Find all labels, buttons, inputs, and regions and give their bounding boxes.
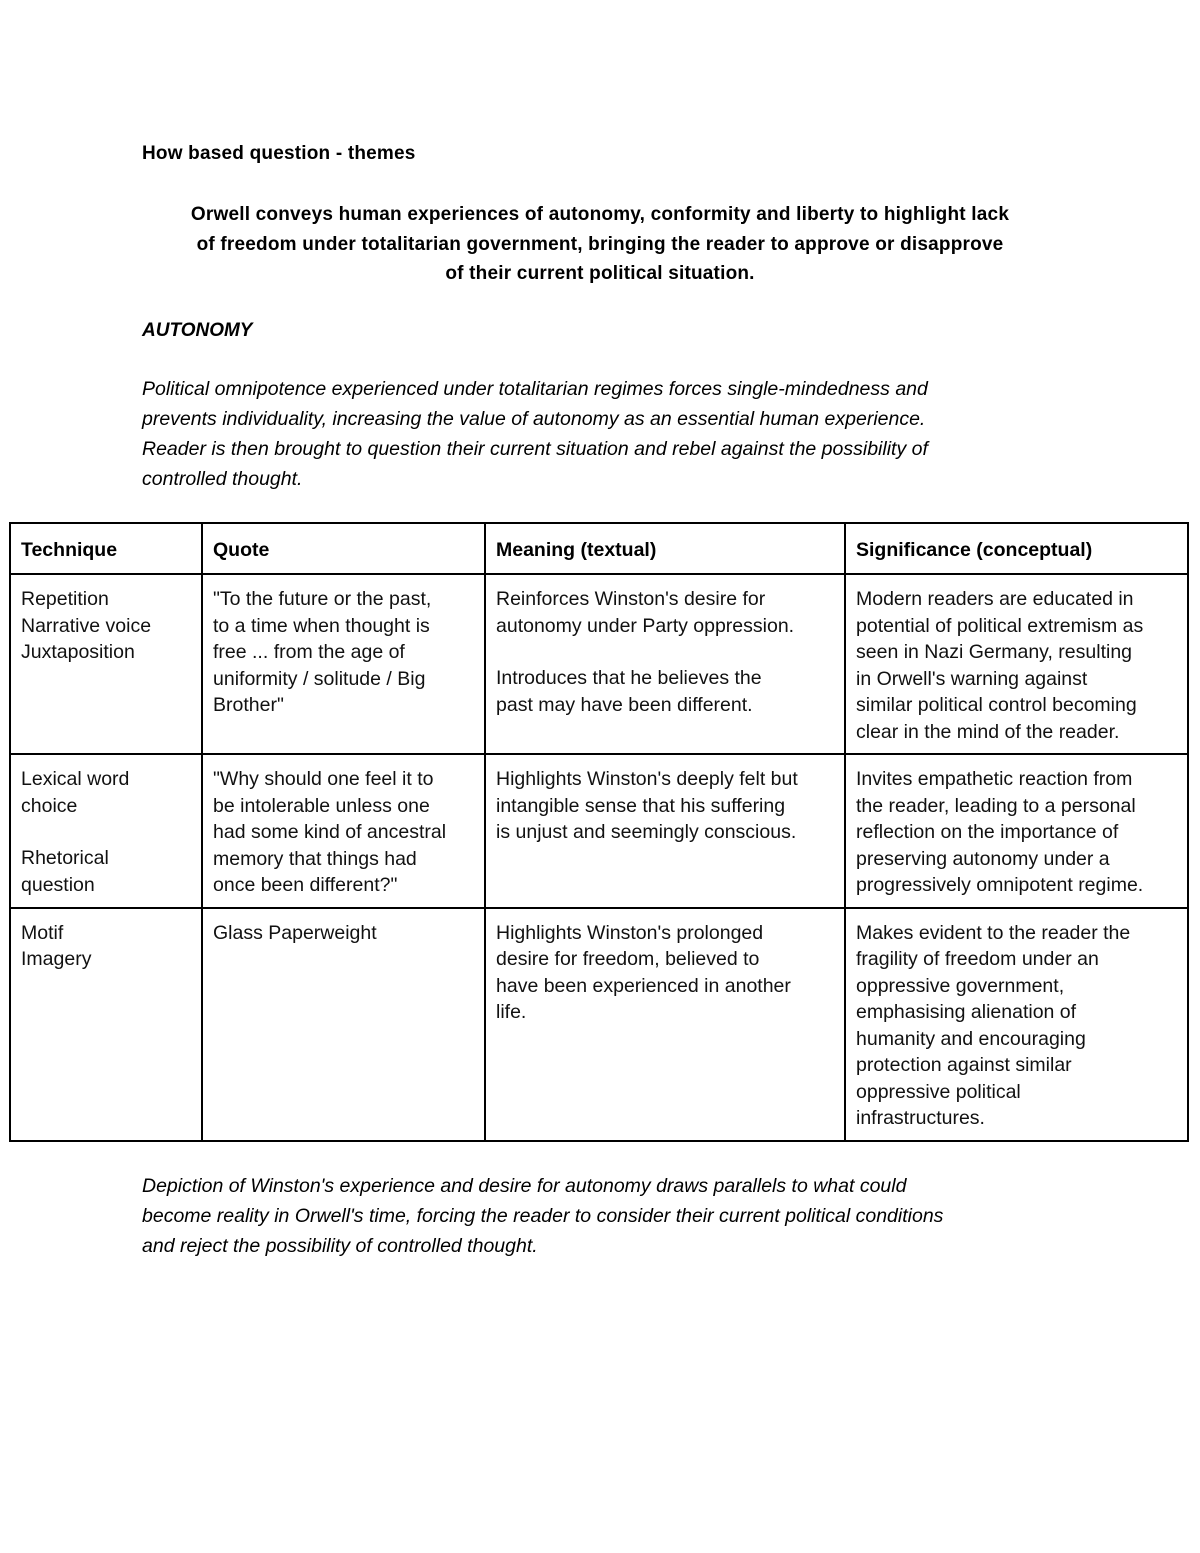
cell-line: seen in Nazi Germany, resulting	[856, 641, 1133, 663]
cell-line: reflection on the importance of	[856, 821, 1119, 843]
cell-line: Lexical word	[21, 768, 130, 790]
cell-line: is unjust and seemingly conscious.	[496, 821, 797, 843]
cell-line: Glass Paperweight	[213, 921, 377, 944]
cell-line: question	[21, 873, 95, 896]
cell-line: Motif	[21, 921, 64, 944]
cell-line: had some kind of ancestral	[213, 821, 447, 843]
thesis-statement	[130, 200, 1070, 289]
cell-line: in Orwell's warning against	[856, 667, 1088, 690]
cell-line: past may have been different.	[496, 693, 753, 716]
cell-quote	[202, 574, 485, 754]
cell-line: free ... from the age of	[213, 641, 405, 663]
cell-meaning	[485, 908, 845, 1141]
cell-line: Rhetorical	[21, 847, 109, 869]
cell-line: the reader, leading to a personal	[856, 794, 1136, 817]
header-technique: Technique	[10, 523, 202, 574]
table-row	[10, 908, 1188, 1141]
cell-line: Highlights Winston's prolonged	[496, 921, 764, 944]
conclusion-line: Depiction of Winston's experience and desire for autonomy draws parallels to what could	[142, 1175, 907, 1197]
cell-line: Introduces that he believes the	[496, 667, 762, 689]
conclusion-line: and reject the possibility of controlled thought.	[142, 1235, 538, 1257]
cell-line: "Why should one feel it to	[213, 768, 434, 790]
cell-spacer	[496, 639, 836, 665]
cell-line: oppressive government,	[856, 974, 1065, 997]
cell-line: Imagery	[21, 948, 92, 970]
cell-line: autonomy under Party oppression.	[496, 614, 795, 637]
cell-line: intangible sense that his suffering	[496, 794, 786, 817]
header-quote: Quote	[202, 523, 485, 574]
cell-line: Modern readers are educated in	[856, 588, 1134, 610]
cell-line: be intolerable unless one	[213, 794, 430, 817]
cell-significance	[845, 908, 1188, 1141]
header-meaning: Meaning (textual)	[485, 523, 845, 574]
cell-meaning	[485, 574, 845, 754]
cell-line: Reinforces Winston's desire for	[496, 588, 766, 610]
cell-line: clear in the mind of the reader.	[856, 720, 1120, 743]
table-header-row	[10, 523, 1188, 574]
cell-line: once been different?"	[213, 874, 398, 896]
cell-line: preserving autonomy under a	[856, 847, 1110, 870]
document-heading: How based question - themes	[142, 143, 416, 164]
thesis-line: of freedom under totalitarian government, bringing the reader to approve or disapprove	[196, 233, 1004, 255]
cell-significance	[845, 574, 1188, 754]
intro-paragraph	[142, 374, 1062, 494]
cell-line: desire for freedom, believed to	[496, 948, 760, 970]
cell-line: Invites empathetic reaction from	[856, 768, 1133, 790]
intro-line: Reader is then brought to question their current situation and rebel against the possibility of	[142, 438, 928, 460]
cell-quote	[202, 754, 485, 908]
cell-line: oppressive political	[856, 1080, 1021, 1103]
cell-line: Brother"	[213, 694, 284, 716]
cell-line: humanity and encouraging	[856, 1027, 1086, 1050]
conclusion-line: become reality in Orwell's time, forcing the reader to consider their current political conditions	[142, 1205, 944, 1227]
cell-line: "To the future or the past,	[213, 588, 432, 610]
cell-line: infrastructures.	[856, 1107, 985, 1129]
analysis-table	[9, 522, 1189, 1142]
cell-line: uniformity / solitude / Big	[213, 667, 426, 690]
cell-technique	[10, 574, 202, 754]
conclusion-paragraph	[142, 1171, 1062, 1261]
cell-line: Makes evident to the reader the	[856, 921, 1131, 944]
section-title: AUTONOMY	[142, 320, 253, 341]
thesis-line: of their current political situation.	[445, 263, 755, 284]
intro-line: Political omnipotence experienced under totalitarian regimes forces single-mindedness and	[142, 378, 928, 400]
cell-meaning	[485, 754, 845, 908]
cell-line: fragility of freedom under an	[856, 948, 1099, 970]
table-row	[10, 754, 1188, 908]
cell-spacer	[21, 819, 193, 845]
cell-line: Highlights Winston's deeply felt but	[496, 768, 798, 790]
cell-technique	[10, 908, 202, 1141]
intro-line: prevents individuality, increasing the value of autonomy as an essential human experience.	[142, 408, 926, 430]
cell-line: choice	[21, 794, 78, 817]
cell-line: similar political control becoming	[856, 694, 1137, 716]
cell-line: potential of political extremism as	[856, 614, 1144, 637]
cell-technique	[10, 754, 202, 908]
table-row	[10, 574, 1188, 754]
thesis-line: Orwell conveys human experiences of autonomy, conformity and liberty to highlight lack	[190, 204, 1010, 225]
cell-line: have been experienced in another	[496, 974, 791, 997]
header-significance: Significance (conceptual)	[845, 523, 1188, 574]
cell-line: Juxtaposition	[21, 641, 135, 663]
cell-significance	[845, 754, 1188, 908]
cell-line: progressively omnipotent regime.	[856, 874, 1144, 896]
cell-line: Narrative voice	[21, 614, 152, 637]
cell-line: life.	[496, 1001, 527, 1023]
cell-line: emphasising alienation of	[856, 1001, 1077, 1023]
cell-line: protection against similar	[856, 1054, 1072, 1076]
intro-line: controlled thought.	[142, 468, 303, 490]
cell-line: to a time when thought is	[213, 614, 430, 637]
cell-line: memory that things had	[213, 847, 417, 870]
cell-quote	[202, 908, 485, 1141]
cell-line: Repetition	[21, 588, 109, 610]
